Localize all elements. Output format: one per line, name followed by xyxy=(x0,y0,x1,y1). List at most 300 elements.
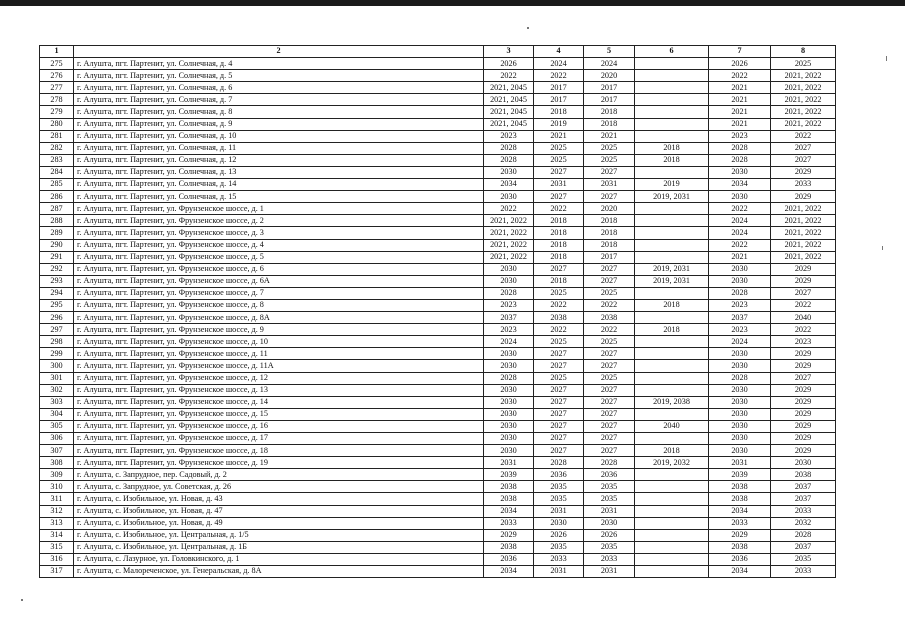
year-col-6-cell: 2019, 2031 xyxy=(635,191,709,203)
year-col-4-cell: 2022 xyxy=(534,299,584,311)
table-row xyxy=(40,203,836,215)
address-cell: г. Алушта, пгт. Партенит, ул. Фрунзенское шоссе, д. 7 xyxy=(74,287,484,299)
year-col-4-cell: 2021 xyxy=(534,130,584,142)
year-col-5-cell: 2018 xyxy=(584,239,635,251)
row-number-cell: 288 xyxy=(40,215,74,227)
year-col-6-cell: 2019 xyxy=(635,179,709,191)
year-col-7-cell: 2030 xyxy=(709,166,771,178)
row-number-cell: 303 xyxy=(40,396,74,408)
table-row xyxy=(40,396,836,408)
year-col-6-cell xyxy=(635,566,709,578)
table-row xyxy=(40,299,836,311)
row-number-cell: 316 xyxy=(40,553,74,565)
year-col-3-cell: 2036 xyxy=(484,553,534,565)
year-col-5-cell: 2025 xyxy=(584,142,635,154)
column-header: 3 xyxy=(484,46,534,58)
year-col-7-cell: 2024 xyxy=(709,227,771,239)
year-col-3-cell: 2021, 2045 xyxy=(484,82,534,94)
address-cell: г. Алушта, пгт. Партенит, ул. Фрунзенское шоссе, д. 10 xyxy=(74,336,484,348)
year-col-3-cell: 2033 xyxy=(484,517,534,529)
table-row xyxy=(40,94,836,106)
year-col-8-cell: 2021, 2022 xyxy=(771,251,836,263)
scan-speck xyxy=(886,56,887,61)
year-col-3-cell: 2028 xyxy=(484,154,534,166)
year-col-6-cell xyxy=(635,372,709,384)
year-col-4-cell: 2022 xyxy=(534,70,584,82)
year-col-7-cell: 2023 xyxy=(709,130,771,142)
year-col-4-cell: 2027 xyxy=(534,433,584,445)
row-number-cell: 280 xyxy=(40,118,74,130)
address-cell: г. Алушта, пгт. Партенит, ул. Фрунзенское шоссе, д. 8 xyxy=(74,299,484,311)
year-col-5-cell: 2027 xyxy=(584,191,635,203)
address-cell: г. Алушта, пгт. Партенит, ул. Фрунзенское шоссе, д. 11А xyxy=(74,360,484,372)
year-col-7-cell: 2030 xyxy=(709,275,771,287)
year-col-3-cell: 2030 xyxy=(484,191,534,203)
year-col-5-cell: 2027 xyxy=(584,408,635,420)
year-col-7-cell: 2030 xyxy=(709,191,771,203)
row-number-cell: 287 xyxy=(40,203,74,215)
year-col-8-cell: 2037 xyxy=(771,481,836,493)
table-row xyxy=(40,275,836,287)
year-col-7-cell: 2030 xyxy=(709,396,771,408)
year-col-4-cell: 2027 xyxy=(534,360,584,372)
year-col-7-cell: 2030 xyxy=(709,408,771,420)
table-row xyxy=(40,106,836,118)
year-col-4-cell: 2018 xyxy=(534,215,584,227)
year-col-4-cell: 2025 xyxy=(534,287,584,299)
year-col-3-cell: 2021, 2022 xyxy=(484,227,534,239)
year-col-5-cell: 2017 xyxy=(584,82,635,94)
address-cell: г. Алушта, пгт. Партенит, ул. Солнечная, д. 5 xyxy=(74,70,484,82)
address-cell: г. Алушта, пгт. Партенит, ул. Фрунзенское шоссе, д. 3 xyxy=(74,227,484,239)
year-col-4-cell: 2027 xyxy=(534,384,584,396)
year-col-3-cell: 2030 xyxy=(484,348,534,360)
year-col-4-cell: 2027 xyxy=(534,396,584,408)
row-number-cell: 285 xyxy=(40,179,74,191)
year-col-7-cell: 2036 xyxy=(709,553,771,565)
year-col-8-cell: 2035 xyxy=(771,553,836,565)
year-col-3-cell: 2030 xyxy=(484,408,534,420)
row-number-cell: 300 xyxy=(40,360,74,372)
year-col-6-cell: 2040 xyxy=(635,420,709,432)
address-cell: г. Алушта, пгт. Партенит, ул. Солнечная, д. 9 xyxy=(74,118,484,130)
table-row xyxy=(40,82,836,94)
year-col-8-cell: 2037 xyxy=(771,493,836,505)
year-col-6-cell: 2018 xyxy=(635,154,709,166)
address-cell: г. Алушта, пгт. Партенит, ул. Солнечная, д. 6 xyxy=(74,82,484,94)
year-col-6-cell xyxy=(635,433,709,445)
year-col-4-cell: 2025 xyxy=(534,142,584,154)
table-row xyxy=(40,179,836,191)
year-col-7-cell: 2028 xyxy=(709,142,771,154)
year-col-8-cell: 2032 xyxy=(771,517,836,529)
year-col-5-cell: 2027 xyxy=(584,263,635,275)
year-col-5-cell: 2027 xyxy=(584,396,635,408)
year-col-6-cell xyxy=(635,94,709,106)
year-col-8-cell: 2021, 2022 xyxy=(771,239,836,251)
year-col-7-cell: 2034 xyxy=(709,566,771,578)
year-col-6-cell xyxy=(635,118,709,130)
year-col-3-cell: 2030 xyxy=(484,396,534,408)
row-number-cell: 314 xyxy=(40,529,74,541)
year-col-5-cell: 2030 xyxy=(584,517,635,529)
year-col-7-cell: 2028 xyxy=(709,372,771,384)
year-col-8-cell: 2033 xyxy=(771,505,836,517)
year-col-6-cell xyxy=(635,469,709,481)
table-row xyxy=(40,360,836,372)
year-col-6-cell xyxy=(635,287,709,299)
year-col-7-cell: 2021 xyxy=(709,82,771,94)
housing-registry-table xyxy=(39,45,836,578)
year-col-8-cell: 2033 xyxy=(771,566,836,578)
year-col-8-cell: 2029 xyxy=(771,166,836,178)
address-cell: г. Алушта, пгт. Партенит, ул. Фрунзенское шоссе, д. 12 xyxy=(74,372,484,384)
year-col-7-cell: 2030 xyxy=(709,445,771,457)
year-col-8-cell: 2028 xyxy=(771,529,836,541)
year-col-7-cell: 2031 xyxy=(709,457,771,469)
address-cell: г. Алушта, с. Изобильное, ул. Новая, д. 47 xyxy=(74,505,484,517)
year-col-4-cell: 2036 xyxy=(534,469,584,481)
year-col-6-cell xyxy=(635,360,709,372)
year-col-4-cell: 2033 xyxy=(534,553,584,565)
year-col-7-cell: 2022 xyxy=(709,239,771,251)
row-number-cell: 278 xyxy=(40,94,74,106)
table-row xyxy=(40,336,836,348)
year-col-5-cell: 2031 xyxy=(584,179,635,191)
row-number-cell: 293 xyxy=(40,275,74,287)
year-col-8-cell: 2029 xyxy=(771,408,836,420)
year-col-3-cell: 2037 xyxy=(484,312,534,324)
year-col-8-cell: 2025 xyxy=(771,58,836,70)
year-col-4-cell: 2018 xyxy=(534,239,584,251)
year-col-8-cell: 2029 xyxy=(771,360,836,372)
year-col-3-cell: 2029 xyxy=(484,529,534,541)
year-col-7-cell: 2022 xyxy=(709,70,771,82)
year-col-8-cell: 2030 xyxy=(771,457,836,469)
address-cell: г. Алушта, с. Изобильное, ул. Центральная, д. 1/5 xyxy=(74,529,484,541)
column-header: 2 xyxy=(74,46,484,58)
year-col-6-cell xyxy=(635,251,709,263)
year-col-3-cell: 2038 xyxy=(484,493,534,505)
year-col-3-cell: 2021, 2022 xyxy=(484,239,534,251)
year-col-6-cell xyxy=(635,505,709,517)
year-col-4-cell: 2031 xyxy=(534,179,584,191)
year-col-8-cell: 2029 xyxy=(771,420,836,432)
year-col-4-cell: 2035 xyxy=(534,481,584,493)
year-col-8-cell: 2022 xyxy=(771,130,836,142)
year-col-8-cell: 2029 xyxy=(771,396,836,408)
year-col-7-cell: 2030 xyxy=(709,360,771,372)
row-number-cell: 282 xyxy=(40,142,74,154)
year-col-5-cell: 2024 xyxy=(584,58,635,70)
year-col-5-cell: 2026 xyxy=(584,529,635,541)
year-col-8-cell: 2037 xyxy=(771,541,836,553)
year-col-6-cell xyxy=(635,70,709,82)
table-row xyxy=(40,469,836,481)
address-cell: г. Алушта, пгт. Партенит, ул. Фрунзенское шоссе, д. 19 xyxy=(74,457,484,469)
year-col-3-cell: 2021, 2022 xyxy=(484,251,534,263)
row-number-cell: 312 xyxy=(40,505,74,517)
year-col-5-cell: 2027 xyxy=(584,348,635,360)
table-row xyxy=(40,553,836,565)
year-col-5-cell: 2027 xyxy=(584,420,635,432)
year-col-3-cell: 2034 xyxy=(484,505,534,517)
table-row xyxy=(40,166,836,178)
year-col-7-cell: 2021 xyxy=(709,118,771,130)
row-number-cell: 302 xyxy=(40,384,74,396)
year-col-3-cell: 2030 xyxy=(484,445,534,457)
year-col-6-cell xyxy=(635,106,709,118)
row-number-cell: 281 xyxy=(40,130,74,142)
row-number-cell: 308 xyxy=(40,457,74,469)
address-cell: г. Алушта, пгт. Партенит, ул. Фрунзенское шоссе, д. 16 xyxy=(74,420,484,432)
year-col-8-cell: 2029 xyxy=(771,263,836,275)
year-col-8-cell: 2021, 2022 xyxy=(771,82,836,94)
year-col-8-cell: 2023 xyxy=(771,336,836,348)
year-col-4-cell: 2019 xyxy=(534,118,584,130)
year-col-6-cell xyxy=(635,517,709,529)
year-col-7-cell: 2039 xyxy=(709,469,771,481)
year-col-5-cell: 2027 xyxy=(584,384,635,396)
year-col-7-cell: 2023 xyxy=(709,299,771,311)
year-col-5-cell: 2025 xyxy=(584,372,635,384)
year-col-6-cell xyxy=(635,348,709,360)
year-col-7-cell: 2023 xyxy=(709,324,771,336)
table-row xyxy=(40,457,836,469)
table-row xyxy=(40,420,836,432)
row-number-cell: 289 xyxy=(40,227,74,239)
year-col-6-cell xyxy=(635,130,709,142)
row-number-cell: 290 xyxy=(40,239,74,251)
year-col-6-cell: 2019, 2031 xyxy=(635,275,709,287)
year-col-7-cell: 2034 xyxy=(709,505,771,517)
row-number-cell: 283 xyxy=(40,154,74,166)
year-col-5-cell: 2035 xyxy=(584,493,635,505)
year-col-8-cell: 2022 xyxy=(771,299,836,311)
address-cell: г. Алушта, с. Изобильное, ул. Новая, д. 43 xyxy=(74,493,484,505)
year-col-5-cell: 2033 xyxy=(584,553,635,565)
year-col-5-cell: 2031 xyxy=(584,566,635,578)
year-col-3-cell: 2023 xyxy=(484,324,534,336)
year-col-4-cell: 2027 xyxy=(534,408,584,420)
column-header: 7 xyxy=(709,46,771,58)
address-cell: г. Алушта, пгт. Партенит, ул. Фрунзенское шоссе, д. 11 xyxy=(74,348,484,360)
year-col-4-cell: 2024 xyxy=(534,58,584,70)
year-col-6-cell xyxy=(635,82,709,94)
address-cell: г. Алушта, пгт. Партенит, ул. Фрунзенское шоссе, д. 1 xyxy=(74,203,484,215)
year-col-8-cell: 2027 xyxy=(771,142,836,154)
year-col-4-cell: 2022 xyxy=(534,203,584,215)
year-col-4-cell: 2035 xyxy=(534,493,584,505)
table-row xyxy=(40,142,836,154)
year-col-5-cell: 2027 xyxy=(584,433,635,445)
year-col-7-cell: 2030 xyxy=(709,384,771,396)
year-col-8-cell: 2027 xyxy=(771,287,836,299)
table-row xyxy=(40,215,836,227)
year-col-6-cell: 2019, 2038 xyxy=(635,396,709,408)
year-col-4-cell: 2027 xyxy=(534,445,584,457)
year-col-7-cell: 2038 xyxy=(709,541,771,553)
year-col-5-cell: 2018 xyxy=(584,118,635,130)
address-cell: г. Алушта, пгт. Партенит, ул. Фрунзенское шоссе, д. 13 xyxy=(74,384,484,396)
year-col-4-cell: 2031 xyxy=(534,505,584,517)
year-col-6-cell xyxy=(635,166,709,178)
year-col-3-cell: 2031 xyxy=(484,457,534,469)
year-col-3-cell: 2028 xyxy=(484,142,534,154)
year-col-8-cell: 2021, 2022 xyxy=(771,215,836,227)
year-col-3-cell: 2028 xyxy=(484,372,534,384)
table-row xyxy=(40,324,836,336)
year-col-3-cell: 2023 xyxy=(484,130,534,142)
table-row xyxy=(40,130,836,142)
year-col-3-cell: 2038 xyxy=(484,481,534,493)
year-col-5-cell: 2025 xyxy=(584,154,635,166)
year-col-6-cell xyxy=(635,312,709,324)
year-col-6-cell: 2018 xyxy=(635,142,709,154)
row-number-cell: 275 xyxy=(40,58,74,70)
row-number-cell: 295 xyxy=(40,299,74,311)
table-row xyxy=(40,251,836,263)
year-col-5-cell: 2027 xyxy=(584,445,635,457)
year-col-5-cell: 2018 xyxy=(584,215,635,227)
year-col-4-cell: 2018 xyxy=(534,106,584,118)
address-cell: г. Алушта, пгт. Партенит, ул. Фрунзенское шоссе, д. 17 xyxy=(74,433,484,445)
address-cell: г. Алушта, пгт. Партенит, ул. Фрунзенское шоссе, д. 2 xyxy=(74,215,484,227)
address-cell: г. Алушта, пгт. Партенит, ул. Солнечная, д. 7 xyxy=(74,94,484,106)
table-row xyxy=(40,287,836,299)
year-col-4-cell: 2025 xyxy=(534,372,584,384)
row-number-cell: 317 xyxy=(40,566,74,578)
year-col-7-cell: 2021 xyxy=(709,251,771,263)
year-col-7-cell: 2034 xyxy=(709,179,771,191)
row-number-cell: 299 xyxy=(40,348,74,360)
year-col-6-cell xyxy=(635,215,709,227)
table-row xyxy=(40,566,836,578)
year-col-3-cell: 2039 xyxy=(484,469,534,481)
row-number-cell: 307 xyxy=(40,445,74,457)
year-col-3-cell: 2030 xyxy=(484,420,534,432)
year-col-4-cell: 2018 xyxy=(534,275,584,287)
year-col-5-cell: 2036 xyxy=(584,469,635,481)
year-col-8-cell: 2029 xyxy=(771,384,836,396)
year-col-7-cell: 2037 xyxy=(709,312,771,324)
year-col-7-cell: 2030 xyxy=(709,433,771,445)
year-col-3-cell: 2021, 2045 xyxy=(484,118,534,130)
year-col-8-cell: 2021, 2022 xyxy=(771,203,836,215)
year-col-7-cell: 2030 xyxy=(709,348,771,360)
row-number-cell: 306 xyxy=(40,433,74,445)
table-row xyxy=(40,481,836,493)
scan-speck xyxy=(882,246,883,250)
row-number-cell: 298 xyxy=(40,336,74,348)
row-number-cell: 279 xyxy=(40,106,74,118)
row-number-cell: 294 xyxy=(40,287,74,299)
scan-speck xyxy=(21,599,23,601)
year-col-5-cell: 2031 xyxy=(584,505,635,517)
year-col-6-cell xyxy=(635,553,709,565)
year-col-8-cell: 2021, 2022 xyxy=(771,118,836,130)
year-col-4-cell: 2025 xyxy=(534,154,584,166)
year-col-3-cell: 2030 xyxy=(484,166,534,178)
year-col-4-cell: 2027 xyxy=(534,166,584,178)
address-cell: г. Алушта, пгт. Партенит, ул. Солнечная, д. 8 xyxy=(74,106,484,118)
column-header: 1 xyxy=(40,46,74,58)
year-col-7-cell: 2038 xyxy=(709,493,771,505)
table-row xyxy=(40,517,836,529)
column-header: 4 xyxy=(534,46,584,58)
year-col-3-cell: 2022 xyxy=(484,203,534,215)
year-col-8-cell: 2029 xyxy=(771,433,836,445)
row-number-cell: 296 xyxy=(40,312,74,324)
row-number-cell: 284 xyxy=(40,166,74,178)
table-row xyxy=(40,433,836,445)
year-col-7-cell: 2033 xyxy=(709,517,771,529)
year-col-8-cell: 2027 xyxy=(771,372,836,384)
year-col-5-cell: 2017 xyxy=(584,251,635,263)
address-cell: г. Алушта, с. Малореченское, ул. Генеральская, д. 8А xyxy=(74,566,484,578)
year-col-4-cell: 2035 xyxy=(534,541,584,553)
year-col-4-cell: 2025 xyxy=(534,336,584,348)
address-cell: г. Алушта, пгт. Партенит, ул. Фрунзенское шоссе, д. 6 xyxy=(74,263,484,275)
table-row xyxy=(40,493,836,505)
year-col-4-cell: 2022 xyxy=(534,324,584,336)
year-col-8-cell: 2029 xyxy=(771,445,836,457)
table-row xyxy=(40,154,836,166)
address-cell: г. Алушта, с. Запрудное, ул. Советская, д. 26 xyxy=(74,481,484,493)
year-col-7-cell: 2026 xyxy=(709,58,771,70)
table-row xyxy=(40,529,836,541)
table-row xyxy=(40,227,836,239)
year-col-5-cell: 2022 xyxy=(584,324,635,336)
year-col-6-cell xyxy=(635,493,709,505)
year-col-6-cell xyxy=(635,408,709,420)
year-col-5-cell: 2017 xyxy=(584,94,635,106)
year-col-6-cell xyxy=(635,336,709,348)
year-col-4-cell: 2026 xyxy=(534,529,584,541)
year-col-3-cell: 2021, 2022 xyxy=(484,215,534,227)
address-cell: г. Алушта, пгт. Партенит, ул. Солнечная, д. 14 xyxy=(74,179,484,191)
scan-top-edge xyxy=(0,0,905,6)
year-col-7-cell: 2028 xyxy=(709,154,771,166)
year-col-7-cell: 2021 xyxy=(709,94,771,106)
year-col-5-cell: 2020 xyxy=(584,70,635,82)
table-row xyxy=(40,70,836,82)
row-number-cell: 301 xyxy=(40,372,74,384)
row-number-cell: 313 xyxy=(40,517,74,529)
address-cell: г. Алушта, пгт. Партенит, ул. Солнечная, д. 10 xyxy=(74,130,484,142)
row-number-cell: 315 xyxy=(40,541,74,553)
row-number-cell: 276 xyxy=(40,70,74,82)
year-col-6-cell xyxy=(635,541,709,553)
year-col-4-cell: 2038 xyxy=(534,312,584,324)
table-row xyxy=(40,384,836,396)
year-col-6-cell: 2018 xyxy=(635,299,709,311)
year-col-3-cell: 2034 xyxy=(484,566,534,578)
row-number-cell: 310 xyxy=(40,481,74,493)
year-col-3-cell: 2030 xyxy=(484,433,534,445)
year-col-7-cell: 2021 xyxy=(709,106,771,118)
table-row xyxy=(40,263,836,275)
year-col-7-cell: 2038 xyxy=(709,481,771,493)
year-col-3-cell: 2030 xyxy=(484,384,534,396)
column-header: 6 xyxy=(635,46,709,58)
year-col-4-cell: 2028 xyxy=(534,457,584,469)
year-col-6-cell xyxy=(635,239,709,251)
address-cell: г. Алушта, пгт. Партенит, ул. Солнечная, д. 12 xyxy=(74,154,484,166)
year-col-8-cell: 2038 xyxy=(771,469,836,481)
table-row xyxy=(40,239,836,251)
year-col-6-cell: 2018 xyxy=(635,324,709,336)
